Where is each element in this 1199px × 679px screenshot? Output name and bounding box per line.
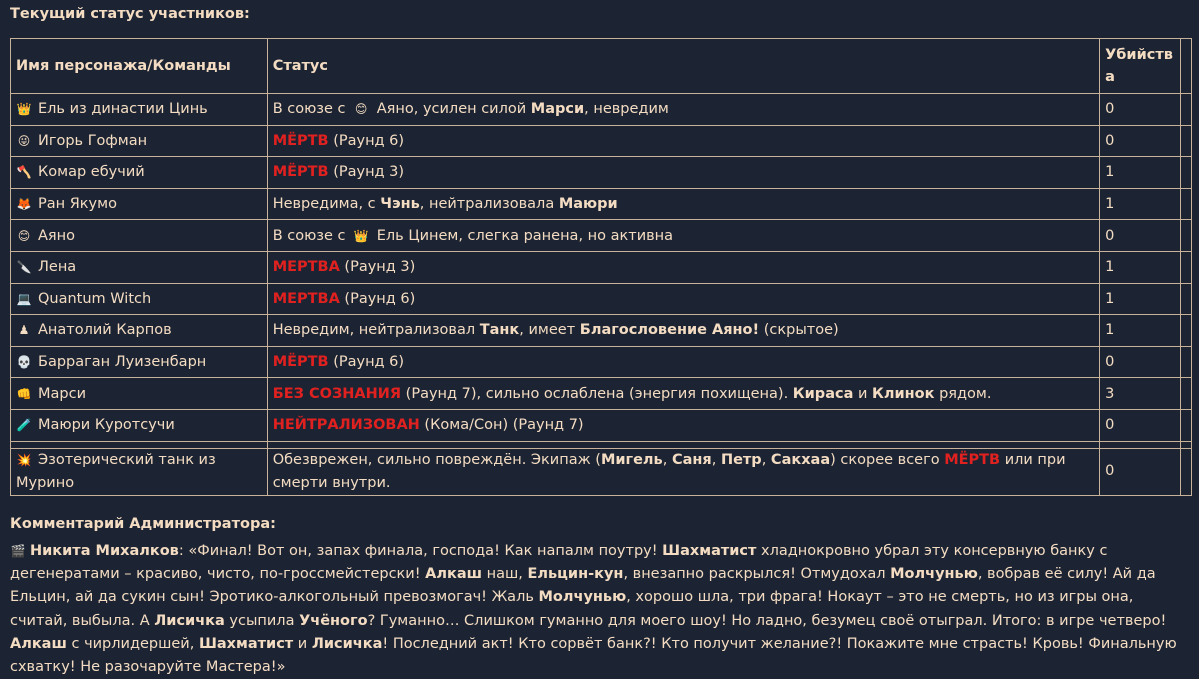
header-status: Статус (267, 39, 1099, 94)
participant-name-cell (11, 125, 268, 157)
table-spacer-row (11, 441, 1192, 448)
table-row (11, 125, 1192, 157)
participant-name: Quantum Witch (38, 290, 152, 307)
status-cell: МЁРТВ (Раунд 6) (267, 346, 1099, 378)
axe-icon: 🪓 (16, 165, 32, 180)
status-badge: МЕРТВА (272, 259, 340, 276)
participant-name: Игорь Гофман (38, 132, 148, 149)
smile-icon: 😊 (17, 228, 31, 243)
table-row (11, 94, 1192, 126)
participant-name: Комар ебучий (38, 164, 145, 181)
kills-cell: 0 (1100, 409, 1181, 441)
table-row (11, 409, 1192, 441)
participant-name-cell (11, 94, 268, 126)
tongue-face-icon: 😜 (17, 133, 31, 148)
skull-icon: 💀 (16, 355, 32, 370)
status-badge: МЕРТВА (272, 290, 340, 307)
table-row (11, 448, 1192, 495)
kills-cell: 0 (1100, 94, 1181, 126)
status-badge: БЕЗ СОЗНАНИЯ (272, 385, 402, 402)
participant-name-cell (11, 283, 268, 315)
status-cell: В союзе с 👑 Ель Цинем, слегка ранена, но активна (267, 220, 1099, 252)
table-header-row (11, 39, 1192, 94)
kills-cell: 1 (1100, 157, 1181, 189)
table-row (11, 378, 1192, 410)
table-row (11, 315, 1192, 347)
kills-cell: 1 (1100, 315, 1181, 347)
kills-cell: 0 (1100, 125, 1181, 157)
section-heading: Текущий статус участников: (10, 6, 250, 22)
smile-icon: 😊 (354, 102, 368, 117)
kills-cell: 0 (1100, 448, 1181, 495)
chess-pawn-icon: ♟ (18, 323, 30, 338)
admin-comment-title: Комментарий Администратора: (10, 516, 276, 532)
explosion-icon: 💥 (16, 452, 32, 467)
knife-icon: 🔪 (16, 260, 32, 275)
status-badge: МЁРТВ (944, 451, 1001, 468)
participants-table (10, 38, 1192, 496)
admin-comment-body: 🎬 Никита Михалков: «Финал! Вот он, запах финала, господа! Как напалм поутру! Шахматист хладнокровно убрал эту консервную банку с дегенератами – красиво, чисто, по-гроссмейстерски! Алкаш наш, Ельцин-кун, внезапно раскрылся! Отмудохал Молчунью, вобрав её силу! Ай да Ельцин, ай да сукин сын! Эротико-алкогольный превозмогач! Жаль Молчунью, хорошо шла, три фрага! Нокаут – это не смерть, но из игры она, считай, выбыла. А Лисичка усыпила Учёного? Гуманно… Слишком гуманно для моего шоу! Но ладно, безумец своё отыграл. Итого: в игре четверо! Алкаш с чирлидершей, Шахматист и Лисичка! Последний акт! Кто сорвёт банк?! Кто получит желание?! Покажите мне страсть! Кровь! Финальную схватку! Не разочаруйте Мастера!» (10, 540, 1190, 679)
participant-name: Ель из династии Цинь (38, 101, 208, 118)
header-extra (1180, 39, 1191, 94)
kills-cell: 0 (1100, 220, 1181, 252)
status-cell: Невредима, с Чэнь, нейтрализовала Маюри (267, 188, 1099, 220)
participant-name: Марси (38, 385, 86, 402)
kills-cell: 1 (1100, 283, 1181, 315)
status-cell: Обезврежен, сильно повреждён. Экипаж (Мигель, Саня, Петр, Сакхаа) скорее всего МЁРТВ или при смерти внутри. (267, 448, 1099, 495)
status-badge: МЁРТВ (272, 132, 329, 149)
participant-name: Ран Якумо (38, 196, 117, 213)
participant-name: Анатолий Карпов (38, 322, 172, 339)
status-cell: МЕРТВА (Раунд 3) (267, 251, 1099, 283)
participant-name: Эзотерический танк из Мурино (16, 451, 216, 491)
table-row (11, 188, 1192, 220)
fist-icon: 👊 (16, 386, 32, 401)
table-row (11, 346, 1192, 378)
table-row (11, 220, 1192, 252)
status-badge: МЁРТВ (272, 354, 329, 371)
kills-cell: 3 (1100, 378, 1181, 410)
participant-name-cell (11, 251, 268, 283)
status-cell: МЁРТВ (Раунд 6) (267, 125, 1099, 157)
clapperboard-icon: 🎬 (10, 544, 26, 558)
table-row (11, 251, 1192, 283)
participant-name: Барраган Луизенбарн (38, 354, 207, 371)
kills-cell: 0 (1100, 346, 1181, 378)
participant-name-cell (11, 448, 268, 495)
status-cell: МЕРТВА (Раунд 6) (267, 283, 1099, 315)
fox-icon: 🦊 (16, 197, 32, 212)
status-cell: Невредим, нейтрализовал Танк, имеет Благословение Аяно! (скрытое) (267, 315, 1099, 347)
header-name: Имя персонажа/Команды (11, 39, 268, 94)
status-badge: НЕЙТРАЛИЗОВАН (272, 417, 420, 434)
participant-name-cell (11, 188, 268, 220)
laptop-icon: 💻 (16, 291, 32, 306)
participant-name: Лена (38, 259, 77, 276)
table-row (11, 283, 1192, 315)
admin-author: Никита Михалков (30, 543, 179, 559)
status-cell: БЕЗ СОЗНАНИЯ (Раунд 7), сильно ослаблена (энергия похищена). Кираса и Клинок рядом. (267, 378, 1099, 410)
status-badge: МЁРТВ (272, 164, 329, 181)
status-cell: НЕЙТРАЛИЗОВАН (Кома/Сон) (Раунд 7) (267, 409, 1099, 441)
participant-name: Маюри Куротсучи (38, 417, 175, 434)
status-cell: МЁРТВ (Раунд 3) (267, 157, 1099, 189)
participant-name-cell (11, 346, 268, 378)
table-row (11, 157, 1192, 189)
participant-name-cell (11, 378, 268, 410)
crown-icon: 👑 (353, 228, 369, 243)
kills-cell: 1 (1100, 251, 1181, 283)
participant-name-cell (11, 220, 268, 252)
participant-name-cell (11, 409, 268, 441)
participant-name-cell (11, 157, 268, 189)
test-tube-icon: 🧪 (16, 418, 32, 433)
participant-name-cell (11, 315, 268, 347)
kills-cell: 1 (1100, 188, 1181, 220)
participant-name: Аяно (38, 227, 75, 244)
crown-icon: 👑 (16, 102, 32, 117)
status-cell: В союзе с 😊 Аяно, усилен силой Марси, невредим (267, 94, 1099, 126)
header-kills: Убийства (1100, 39, 1181, 94)
